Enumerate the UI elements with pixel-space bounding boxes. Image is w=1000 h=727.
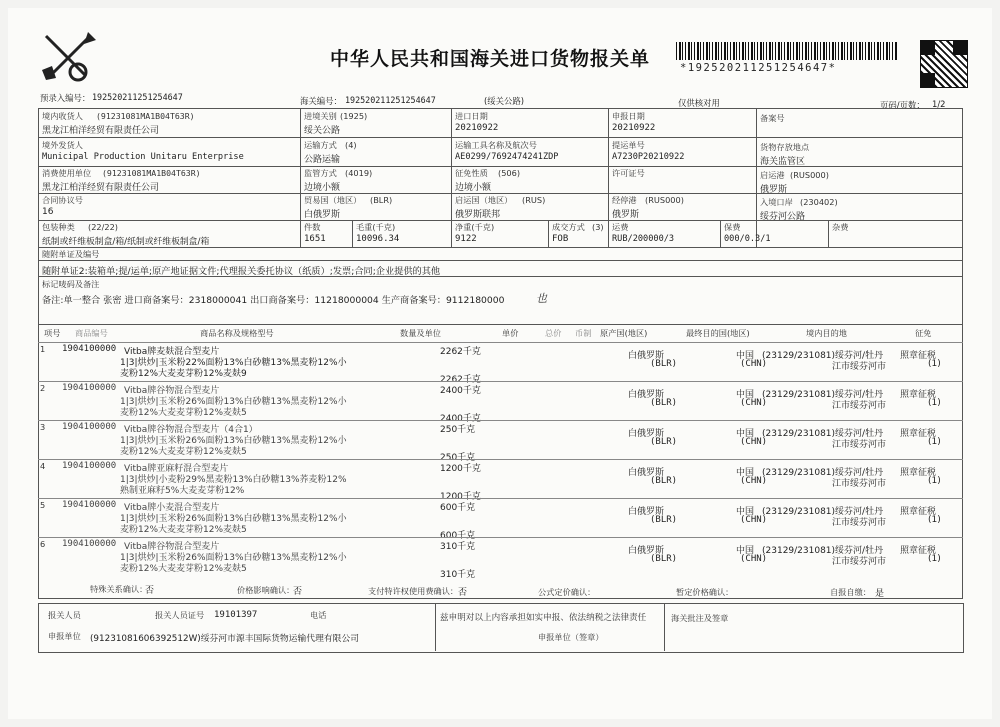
goods-row-5-domestic1: (23129/231081)绥芬河/牡丹 <box>762 507 884 517</box>
vehicle-label: 运输工具名称及航次号 <box>455 140 537 150</box>
goods-row-3-origin-code: (BLR) <box>650 437 678 447</box>
special: 否 <box>145 586 155 596</box>
goods-row-2-levy2: (1) <box>928 398 941 408</box>
supervision: 边境小额 <box>304 183 341 193</box>
transit: 俄罗斯 <box>612 210 640 220</box>
goods-row-6-levy2: (1) <box>928 554 941 564</box>
contract: 16 <box>42 207 54 217</box>
grid-line <box>38 324 963 325</box>
goods-row-2-qty1: 2400千克 <box>440 386 481 396</box>
depart-port-label: 启运港 <box>760 170 785 180</box>
goods-row-5-qty2: 600千克 <box>440 531 476 541</box>
user-code: (91231081MA1B04T63R) <box>102 168 201 178</box>
goods-row-2-levy1: 照章征税 <box>900 390 937 400</box>
grid-line <box>38 108 39 599</box>
customs-no-label: 海关编号： <box>300 96 342 106</box>
declarant-cert: 19101397 <box>214 610 258 620</box>
self: 是 <box>875 589 885 599</box>
grid-line <box>38 260 963 261</box>
goods-row-2-no: 2 <box>40 383 46 393</box>
consignee-code: (91231081MA1B04T63R) <box>96 111 195 121</box>
goods-row-1-levy2: (1) <box>928 359 941 369</box>
trade-country-code: (BLR) <box>370 195 393 205</box>
customs-no: 192520211251254647 <box>345 95 436 105</box>
goods-row-3-domestic1: (23129/231081)绥芬河/牡丹 <box>762 429 884 439</box>
goods-row-3-no: 3 <box>40 422 46 432</box>
goods-row-2-name1: Vitba牌谷物混合型麦片 <box>124 386 220 396</box>
grid-line <box>38 247 963 248</box>
col-name: 商品名称及规格型号 <box>200 328 274 338</box>
goods-row-5-origin-code: (BLR) <box>650 515 678 525</box>
shipper-name: Municipal Production Unitaru Enterprise <box>42 152 244 162</box>
entry-port: 绥关公路 <box>304 126 341 136</box>
misc-label: 杂费 <box>832 222 849 232</box>
goods-row-1-domestic1: (23129/231081)绥芬河/牡丹 <box>762 351 884 361</box>
grid-line <box>664 603 665 651</box>
goods-row-5-no: 5 <box>40 500 46 510</box>
gross: 10096.34 <box>356 234 400 244</box>
col-qty: 数量及单位 <box>400 328 441 338</box>
entry: 绥芬河公路 <box>760 212 806 222</box>
goods-row-3-code: 1904100000 <box>62 422 117 432</box>
goods-row-6-qty1: 310千克 <box>440 542 476 552</box>
goods-row-6-levy1: 照章征税 <box>900 546 937 556</box>
goods-row-1-qty2: 2262千克 <box>440 375 481 385</box>
goods-row-1-name2: 1|3|烘炒|玉米粉22%面粉13%白砂糖13%黑麦粉12%小 <box>120 358 347 368</box>
goods-row-4-dest: 中国 <box>736 468 755 478</box>
goods-row-1-code: 1904100000 <box>62 344 117 354</box>
goods-row-5-code: 1904100000 <box>62 500 117 510</box>
entry-port-label: 进境关别 <box>304 111 337 121</box>
consignee-name: 黑龙江柏洋经贸有限责任公司 <box>42 126 160 136</box>
grid-line <box>828 220 829 247</box>
origin-country-code: (RUS) <box>522 195 546 205</box>
goods-row-3-levy2: (1) <box>928 437 941 447</box>
goods-row-6-name1: Vitba牌谷物混合型麦片 <box>124 542 220 552</box>
marks-text: 备注:单一整合 张密 进口商备案号：2318000041 出口商备案号：11218000004 生产商备案号：9112180000 <box>42 295 505 306</box>
grid-line <box>38 108 963 109</box>
formula-label: 公式定价确认： <box>538 587 596 597</box>
declare-date: 20210922 <box>612 123 656 133</box>
goods-row-2-domestic2: 江市绥芬河市 <box>832 401 887 411</box>
transport-code: (4) <box>345 140 357 150</box>
table-row-divider <box>38 537 963 538</box>
goods-row-6-name2: 1|3|烘炒|玉米粉26%面粉13%白砂糖13%黑麦粉12%小 <box>120 553 347 563</box>
origin-country-label: 启运国（地区） <box>455 195 513 205</box>
goods-row-5-origin: 白俄罗斯 <box>628 507 665 517</box>
goods-row-3-dest: 中国 <box>736 429 755 439</box>
pieces-label: 件数 <box>304 222 321 232</box>
col-code: 商品编号 <box>75 328 108 338</box>
grid-line <box>38 193 963 194</box>
trade-country-label: 贸易国（地区） <box>304 195 362 205</box>
bill-label: 提运单号 <box>612 140 645 150</box>
transport: 公路运输 <box>304 155 341 165</box>
levy: 边境小额 <box>455 183 492 193</box>
qr-code <box>920 40 968 88</box>
supervision-label: 监管方式 <box>304 168 337 178</box>
col-unit-price: 单价 <box>502 328 519 338</box>
goods-row-2-qty2: 2400千克 <box>440 414 481 424</box>
goods-row-5-dest-code: (CHN) <box>740 515 768 525</box>
consignee-label: 境内收货人 <box>42 111 83 121</box>
entry-port-code: (1925) <box>340 111 368 121</box>
goods-row-4-no: 4 <box>40 461 46 471</box>
customs-emblem-icon <box>38 30 100 84</box>
goods-row-4-code: 1904100000 <box>62 461 117 471</box>
grid-line <box>300 108 301 247</box>
goods-row-1-qty1: 2262千克 <box>440 347 481 357</box>
grid-line <box>720 220 721 247</box>
insurance: 000/0.3/1 <box>724 234 771 244</box>
form-title: 中华人民共和国海关进口货物报关单 <box>330 48 651 70</box>
goods-row-4-name3: 熟制亚麻籽5%大麦麦芽粉12% <box>120 486 245 496</box>
grid-line <box>962 108 963 599</box>
goods-row-1-domestic2: 江市绥芬河市 <box>832 362 887 372</box>
pack: 纸制或纤维板制盒/箱/纸制或纤维板制盒/箱 <box>42 237 210 247</box>
page-number: 1/2 <box>932 99 946 109</box>
phone-label: 电话 <box>310 610 327 620</box>
barcode <box>676 42 898 60</box>
goods-row-4-levy1: 照章征税 <box>900 468 937 478</box>
self-label: 自报自缴： <box>830 587 871 597</box>
goods-row-4-origin-code: (BLR) <box>650 476 678 486</box>
goods-row-6-origin-code: (BLR) <box>650 554 678 564</box>
goods-row-4-domestic2: 江市绥芬河市 <box>832 479 887 489</box>
goods-row-5-qty1: 600千克 <box>440 503 476 513</box>
vehicle: AE0299/7692474241ZDP <box>455 152 559 162</box>
net-label: 净重(千克) <box>455 222 495 232</box>
pieces: 1651 <box>304 234 326 244</box>
license-label: 许可证号 <box>612 168 645 178</box>
declare-unit-label: 申报单位 <box>48 631 81 641</box>
goods-row-1-name3: 麦粉12%大麦麦芽粉12%麦麸9 <box>120 369 247 379</box>
gross-label: 毛重(千克) <box>356 222 396 232</box>
marks-handwritten: 也 <box>536 292 547 305</box>
declarant-label: 报关人员 <box>48 610 81 620</box>
col-levy: 征免 <box>915 328 932 338</box>
goods-row-4-dest-code: (CHN) <box>740 476 768 486</box>
pack-label: 包装种类 <box>42 222 75 232</box>
user-name: 黑龙江柏洋经贸有限责任公司 <box>42 183 160 193</box>
statement: 兹申明对以上内容承担如实申报、依法纳税之法律责任 <box>440 613 647 623</box>
declare-date-label: 申报日期 <box>612 111 645 121</box>
grid-line <box>38 598 963 599</box>
royalty: 否 <box>458 588 468 598</box>
declare-sign: 申报单位（签章） <box>538 632 604 642</box>
goods-row-6-qty2: 310千克 <box>440 570 476 580</box>
goods-row-1-name1: Vitba牌麦麸混合型麦片 <box>124 347 220 357</box>
goods-row-3-dest-code: (CHN) <box>740 437 768 447</box>
goods-row-5-domestic2: 江市绥芬河市 <box>832 518 887 528</box>
transit-label: 经停港 <box>612 195 637 205</box>
goods-row-1-dest-code: (CHN) <box>740 359 768 369</box>
grid-line <box>38 166 963 167</box>
user-label: 消费使用单位 <box>42 168 92 178</box>
depart-port-code: (RUS000) <box>790 170 829 180</box>
page-label: 页码/页数： <box>880 100 925 110</box>
levy-code: (506) <box>498 168 521 178</box>
declarant-cert-label: 报关人员证号 <box>155 610 205 620</box>
insurance-label: 保费 <box>724 222 741 232</box>
goods-row-5-name1: Vitba牌小麦混合型麦片 <box>124 503 220 513</box>
goods-row-3-levy1: 照章征税 <box>900 429 937 439</box>
goods-row-2-dest: 中国 <box>736 390 755 400</box>
goods-row-5-name2: 1|3|烘炒|玉米粉26%面粉13%白砂糖13%黑麦粉12%小 <box>120 514 347 524</box>
goods-row-3-name2: 1|3|烘炒|玉米粉26%面粉13%白砂糖13%黑麦粉12%小 <box>120 436 347 446</box>
entry-label: 入境口岸 <box>760 197 793 207</box>
goods-row-2-name2: 1|3|烘炒|玉米粉26%面粉13%白砂糖13%黑麦粉12%小 <box>120 397 347 407</box>
goods-row-4-qty1: 1200千克 <box>440 464 481 474</box>
goods-row-6-name3: 麦粉12%大麦麦芽粉12%麦麸5 <box>120 564 247 574</box>
goods-row-5-name3: 麦粉12%大麦麦芽粉12%麦麸5 <box>120 525 247 535</box>
storage-label: 货物存放地点 <box>760 142 810 152</box>
goods-row-6-dest-code: (CHN) <box>740 554 768 564</box>
transport-label: 运输方式 <box>304 140 337 150</box>
table-row-divider <box>38 498 963 499</box>
price: 否 <box>293 587 303 597</box>
goods-row-3-qty2: 250千克 <box>440 453 476 463</box>
entry-code: (230402) <box>800 197 838 207</box>
goods-row-3-name3: 麦粉12%大麦麦芽粉12%麦麸5 <box>120 447 247 457</box>
marks-label: 标记唛码及备注 <box>42 279 100 289</box>
goods-row-4-domestic1: (23129/231081)绥芬河/牡丹 <box>762 468 884 478</box>
col-currency: 币制 <box>575 328 592 338</box>
goods-row-6-origin: 白俄罗斯 <box>628 546 665 556</box>
col-total-price: 总价 <box>545 328 562 338</box>
goods-row-6-code: 1904100000 <box>62 539 117 549</box>
col-origin: 原产国(地区) <box>600 328 648 338</box>
goods-row-6-domestic2: 江市绥芬河市 <box>832 557 887 567</box>
goods-row-2-origin-code: (BLR) <box>650 398 678 408</box>
col-no: 项号 <box>44 328 61 338</box>
grid-line <box>38 137 963 138</box>
deal-label: 成交方式 <box>552 222 585 232</box>
special-label: 特殊关系确认： <box>90 584 148 594</box>
goods-row-5-dest: 中国 <box>736 507 755 517</box>
table-row-divider <box>38 459 963 460</box>
goods-row-2-domestic1: (23129/231081)绥芬河/牡丹 <box>762 390 884 400</box>
freight: RUB/200000/3 <box>612 234 675 244</box>
transit-code: (RUS000) <box>645 195 684 205</box>
goods-row-5-levy1: 照章征税 <box>900 507 937 517</box>
goods-row-6-no: 6 <box>40 539 46 549</box>
goods-row-6-dest: 中国 <box>736 546 755 556</box>
royalty-label: 支付特许权使用费确认： <box>368 586 459 596</box>
origin-country: 俄罗斯联邦 <box>455 210 501 220</box>
price-label: 价格影响确认： <box>237 585 295 595</box>
goods-row-1-origin-code: (BLR) <box>650 359 678 369</box>
trade-country: 白俄罗斯 <box>304 210 341 220</box>
verify-note: 仅供核对用 <box>678 98 720 108</box>
preentry-label: 预录入编号： <box>40 93 91 103</box>
import-date: 20210922 <box>455 123 499 133</box>
goods-row-3-qty1: 250千克 <box>440 425 476 435</box>
goods-row-4-levy2: (1) <box>928 476 941 486</box>
freight-label: 运费 <box>612 222 629 232</box>
tentative-label: 暂定价格确认： <box>676 587 734 597</box>
goods-row-2-name3: 麦粉12%大麦麦芽粉12%麦麸5 <box>120 408 247 418</box>
bill: A7230P20210922 <box>612 152 685 162</box>
grid-line <box>435 603 436 651</box>
table-row-divider <box>38 420 963 421</box>
deal-code: (3) <box>592 222 604 232</box>
preentry-no: 192520211251254647 <box>92 92 183 102</box>
goods-row-4-name1: Vitba牌亚麻籽混合型麦片 <box>124 464 229 474</box>
grid-line <box>451 108 452 247</box>
grid-line <box>352 220 353 247</box>
customs-name: (绥关公路) <box>484 96 525 106</box>
goods-row-2-dest-code: (CHN) <box>740 398 768 408</box>
goods-row-4-name2: 1|3|烘炒|小麦粉29%黑麦粉13%白砂糖13%荞麦粉12% <box>120 475 347 485</box>
import-date-label: 进口日期 <box>455 111 488 121</box>
customs-note-label: 海关批注及签章 <box>671 613 729 623</box>
supervision-code: (4019) <box>345 168 373 178</box>
docs-label: 随附单证及编号 <box>42 249 100 259</box>
goods-row-3-origin: 白俄罗斯 <box>628 429 665 439</box>
col-domestic: 境内目的地 <box>806 328 847 338</box>
goods-row-1-levy1: 照章征税 <box>900 351 937 361</box>
goods-row-3-domestic2: 江市绥芬河市 <box>832 440 887 450</box>
docs-text: 随附单证2:装箱单;提/运单;原产地证据文件;代理报关委托协议（纸质）;发票;合同;企业提供的其他 <box>42 266 441 277</box>
net: 9122 <box>455 234 477 244</box>
grid-line <box>756 108 757 247</box>
col-dest: 最终目的国(地区) <box>686 328 750 338</box>
pack-code: (22/22) <box>88 222 118 232</box>
table-row-divider <box>38 381 963 382</box>
depart-port: 俄罗斯 <box>760 185 788 195</box>
barcode-text: *192520211251254647* <box>680 62 837 74</box>
storage: 海关监管区 <box>760 157 806 167</box>
declare-unit: (91231081606392512W)绥芬河市源丰国际货物运输代理有限公司 <box>90 634 360 644</box>
goods-row-2-code: 1904100000 <box>62 383 117 393</box>
goods-row-3-name1: Vitba牌谷物混合型麦片（4合1） <box>124 425 258 435</box>
goods-row-2-origin: 白俄罗斯 <box>628 390 665 400</box>
goods-row-1-origin: 白俄罗斯 <box>628 351 665 361</box>
goods-row-1-no: 1 <box>40 344 46 354</box>
goods-row-4-origin: 白俄罗斯 <box>628 468 665 478</box>
levy-label: 征免性质 <box>455 168 488 178</box>
shipper-label: 境外发货人 <box>42 140 83 150</box>
goods-row-6-domestic1: (23129/231081)绥芬河/牡丹 <box>762 546 884 556</box>
goods-row-5-levy2: (1) <box>928 515 941 525</box>
contract-label: 合同协议号 <box>42 195 83 205</box>
record-no-label: 备案号 <box>760 113 785 123</box>
deal: FOB <box>552 234 569 244</box>
goods-row-4-qty2: 1200千克 <box>440 492 481 502</box>
grid-line <box>548 220 549 247</box>
table-row-divider <box>38 342 963 343</box>
grid-line <box>608 108 609 247</box>
goods-row-1-dest: 中国 <box>736 351 755 361</box>
grid-line <box>38 220 963 221</box>
